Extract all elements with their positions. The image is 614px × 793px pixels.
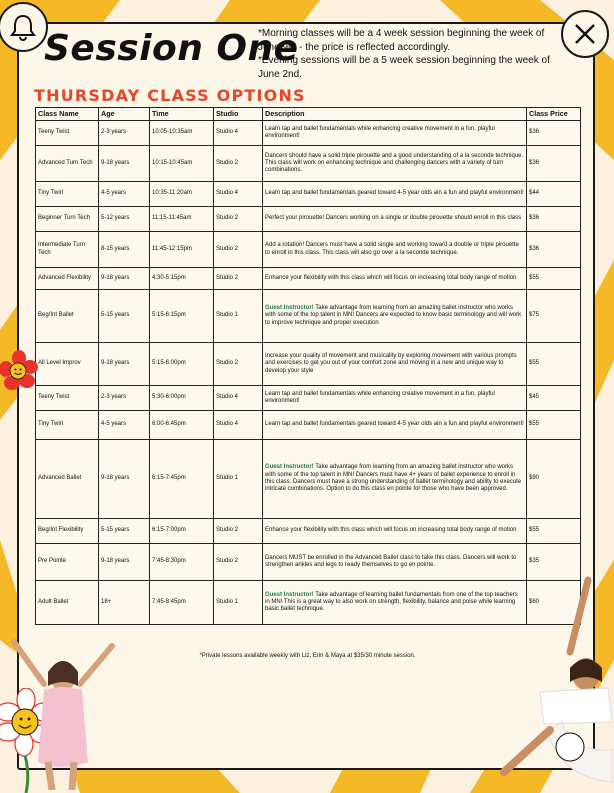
price-cell: $45 xyxy=(527,386,581,411)
page-title: Session One xyxy=(44,28,299,69)
price-cell: $44 xyxy=(527,182,581,207)
class-name-cell: Intermediate Turn Tech xyxy=(36,232,99,268)
description-cell xyxy=(263,519,527,544)
table-row xyxy=(36,207,581,232)
time-cell: 5:15-6:15pm xyxy=(150,290,214,343)
table-row xyxy=(36,268,581,290)
studio-cell: Studio 2 xyxy=(214,232,263,268)
class-name-cell: Adult Ballet xyxy=(36,581,99,625)
bell-button xyxy=(0,2,48,52)
table-row xyxy=(36,440,581,519)
description-text: Learn tap and ballet fundamentals geared toward 4-5 year olds ain a fun and playful environment! xyxy=(265,421,524,428)
class-name-cell: Advanced Flexibility xyxy=(36,268,99,290)
studio-cell: Studio 1 xyxy=(214,581,263,625)
description-text: Take advantage from learning from an amazing ballet instructor who works with some of the top talent in MN! Dancers are expected to know basic terminology and will work to improve technique and proper execution xyxy=(265,305,522,326)
description-cell xyxy=(263,268,527,290)
close-icon xyxy=(572,21,598,47)
age-cell: 5-15 years xyxy=(99,290,150,343)
class-name-cell: Teeny Twist xyxy=(36,386,99,411)
table-row xyxy=(36,182,581,207)
age-cell: 18+ xyxy=(99,581,150,625)
studio-cell: Studio 1 xyxy=(214,440,263,519)
price-cell: $75 xyxy=(527,290,581,343)
evening-note: *Evening sessions will be a 5 week session beginning the week of June 2nd. xyxy=(258,55,550,80)
price-cell: $90 xyxy=(527,440,581,519)
description-cell xyxy=(263,290,527,343)
guest-instructor-label: Guest Instructor! xyxy=(265,464,314,471)
price-cell: $36 xyxy=(527,121,581,146)
age-cell: 5-12 years xyxy=(99,207,150,232)
studio-cell: Studio 2 xyxy=(214,268,263,290)
description-text: Learn tap and ballet fundamentals geared toward 4-5 year olds ain a fun and playful environment! xyxy=(265,190,524,197)
table-row xyxy=(36,386,581,411)
description-text: Learn tap and ballet fundamentals while enhancing creative movement in a fun, playful environment! xyxy=(265,125,495,139)
time-cell: 5:30-6:00pm xyxy=(150,386,214,411)
col-studio: Studio xyxy=(214,108,263,121)
class-name-cell: Tiny Twirl xyxy=(36,411,99,440)
age-cell: 2-3 years xyxy=(99,121,150,146)
morning-note: *Morning classes will be a 4 week session beginning the week of June 9th - the price is reflected accordingly. xyxy=(258,28,545,53)
session-notes xyxy=(258,27,566,81)
age-cell: 4-5 years xyxy=(99,182,150,207)
price-cell: $36 xyxy=(527,232,581,268)
description-text: Take advantage from learning from an amazing ballet instructor who works with some of the top talent in MN! Dancers must have 4+ years of ballet experience to enroll in this class. Dancers must have a strong understanding of ballet terminology and ability to execute intricate combinations. Option to do this class en pointe for those who have been approved. xyxy=(265,464,522,493)
studio-cell: Studio 4 xyxy=(214,411,263,440)
price-cell: $36 xyxy=(527,207,581,232)
price-cell: $55 xyxy=(527,268,581,290)
age-cell: 9-18 years xyxy=(99,343,150,386)
dancer-girl-left-image xyxy=(8,632,118,790)
class-name-cell: Beg/Int Flexibility xyxy=(36,519,99,544)
col-time: Time xyxy=(150,108,214,121)
table-header-row xyxy=(36,108,581,121)
price-cell: $36 xyxy=(527,146,581,182)
col-class-name: Class Name xyxy=(36,108,99,121)
table-row xyxy=(36,411,581,440)
col-description: Description xyxy=(263,108,527,121)
class-name-cell: Advanced Ballet xyxy=(36,440,99,519)
description-cell xyxy=(263,121,527,146)
table-row xyxy=(36,581,581,625)
description-text: Increase your quality of movement and musicality by exploring movement with various prompts and exercises to get you out of your comfort zone and moving in a new and unique way to develop your style xyxy=(265,353,517,374)
table-row xyxy=(36,121,581,146)
description-cell xyxy=(263,544,527,581)
studio-cell: Studio 4 xyxy=(214,182,263,207)
description-cell xyxy=(263,232,527,268)
class-table xyxy=(35,107,581,625)
time-cell: 6:15-7:45pm xyxy=(150,440,214,519)
table-row xyxy=(36,343,581,386)
section-title: THURSDAY CLASS OPTIONS xyxy=(34,86,306,105)
description-cell xyxy=(263,386,527,411)
time-cell: 5:15-6:00pm xyxy=(150,343,214,386)
age-cell: 2-3 years xyxy=(99,386,150,411)
col-class-price: Class Price xyxy=(527,108,581,121)
price-cell: $60 xyxy=(527,581,581,625)
class-name-cell: Beginner Turn Tech xyxy=(36,207,99,232)
time-cell: 6:15-7:00pm xyxy=(150,519,214,544)
time-cell: 11:45-12:15pm xyxy=(150,232,214,268)
dancer-girl-right-image xyxy=(500,572,614,793)
description-cell xyxy=(263,207,527,232)
guest-instructor-label: Guest Instructor! xyxy=(265,591,314,598)
time-cell: 10:05-10:35am xyxy=(150,121,214,146)
age-cell: 9-18 years xyxy=(99,544,150,581)
table-row xyxy=(36,519,581,544)
description-cell xyxy=(263,581,527,625)
price-cell: $55 xyxy=(527,519,581,544)
description-text: Take advantage of learning ballet fundamentals from one of the top teachers in MN! This is a great way to also work on strength, flexibility, balance and poise while learning basic ballet technique. xyxy=(265,591,518,613)
price-cell: $55 xyxy=(527,343,581,386)
description-cell xyxy=(263,411,527,440)
class-name-cell: All Level Improv xyxy=(36,343,99,386)
studio-cell: Studio 2 xyxy=(214,519,263,544)
description-text: Dancers MUST be enrolled in the Advanced Ballet class to take this class. Dancers will work to strengthen ankles and legs to ready themselves to go en pointe. xyxy=(265,554,517,568)
description-text: Enhance your flexibility with this class which will focus on increasing total body range of motion xyxy=(265,527,517,534)
table-row xyxy=(36,146,581,182)
price-cell: $55 xyxy=(527,411,581,440)
description-cell xyxy=(263,182,527,207)
time-cell: 7:45-8:30pm xyxy=(150,544,214,581)
class-name-cell: Advanced Turn Tech xyxy=(36,146,99,182)
studio-cell: Studio 2 xyxy=(214,343,263,386)
description-cell xyxy=(263,440,527,519)
table-row xyxy=(36,544,581,581)
class-name-cell: Teeny Twist xyxy=(36,121,99,146)
bell-icon xyxy=(8,12,38,42)
time-cell: 10:15-10:45am xyxy=(150,146,214,182)
description-text: Perfect your pirouette! Dancers working on a single or double pirouette should enroll in this class xyxy=(265,215,522,222)
class-name-cell: Pre Pointe xyxy=(36,544,99,581)
description-text: Learn tap and ballet fundamentals while enhancing creative movement in a fun, playful environment! xyxy=(265,390,495,404)
time-cell: 11:15-11:45am xyxy=(150,207,214,232)
price-cell: $35 xyxy=(527,544,581,581)
description-text: Dancers should have a solid triple pirouette and a good understanding of a la seconde technique. This class will work on enhancing technique and challenging dancers with a variety of turn combinations. xyxy=(265,152,524,174)
description-text: Add a rotation! Dancers must have a solid single and working toward a double or triple pirouette to enroll in this class. This class will also go over a la seconde technique. xyxy=(265,242,519,256)
table-row xyxy=(36,232,581,268)
description-cell xyxy=(263,343,527,386)
col-age: Age xyxy=(99,108,150,121)
time-cell: 7:45-8:45pm xyxy=(150,581,214,625)
description-cell xyxy=(263,146,527,182)
flower-sticker-icon xyxy=(0,350,38,396)
age-cell: 9-18 years xyxy=(99,146,150,182)
time-cell: 6:00-6:45pm xyxy=(150,411,214,440)
time-cell: 10:35-11:20am xyxy=(150,182,214,207)
age-cell: 9-18 years xyxy=(99,440,150,519)
studio-cell: Studio 2 xyxy=(214,146,263,182)
age-cell: 9-18 years xyxy=(99,268,150,290)
class-name-cell: Tiny Twirl xyxy=(36,182,99,207)
close-button[interactable] xyxy=(561,10,609,58)
studio-cell: Studio 1 xyxy=(214,290,263,343)
studio-cell: Studio 4 xyxy=(214,386,263,411)
guest-instructor-label: Guest Instructor! xyxy=(265,305,314,312)
description-text: Enhance your flexibility with this class which will focus on increasing total body range of motion xyxy=(265,274,517,281)
class-name-cell: Beg/Int Ballet xyxy=(36,290,99,343)
age-cell: 4-5 years xyxy=(99,411,150,440)
studio-cell: Studio 2 xyxy=(214,544,263,581)
studio-cell: Studio 4 xyxy=(214,121,263,146)
private-lessons-note: *Private lessons available weekly with Liz, Erin & Maya at $35/30 minute session. xyxy=(199,653,416,659)
studio-cell: Studio 2 xyxy=(214,207,263,232)
time-cell: 4:30-5:15pm xyxy=(150,268,214,290)
table-row xyxy=(36,290,581,343)
age-cell: 8-15 years xyxy=(99,232,150,268)
age-cell: 5-15 years xyxy=(99,519,150,544)
